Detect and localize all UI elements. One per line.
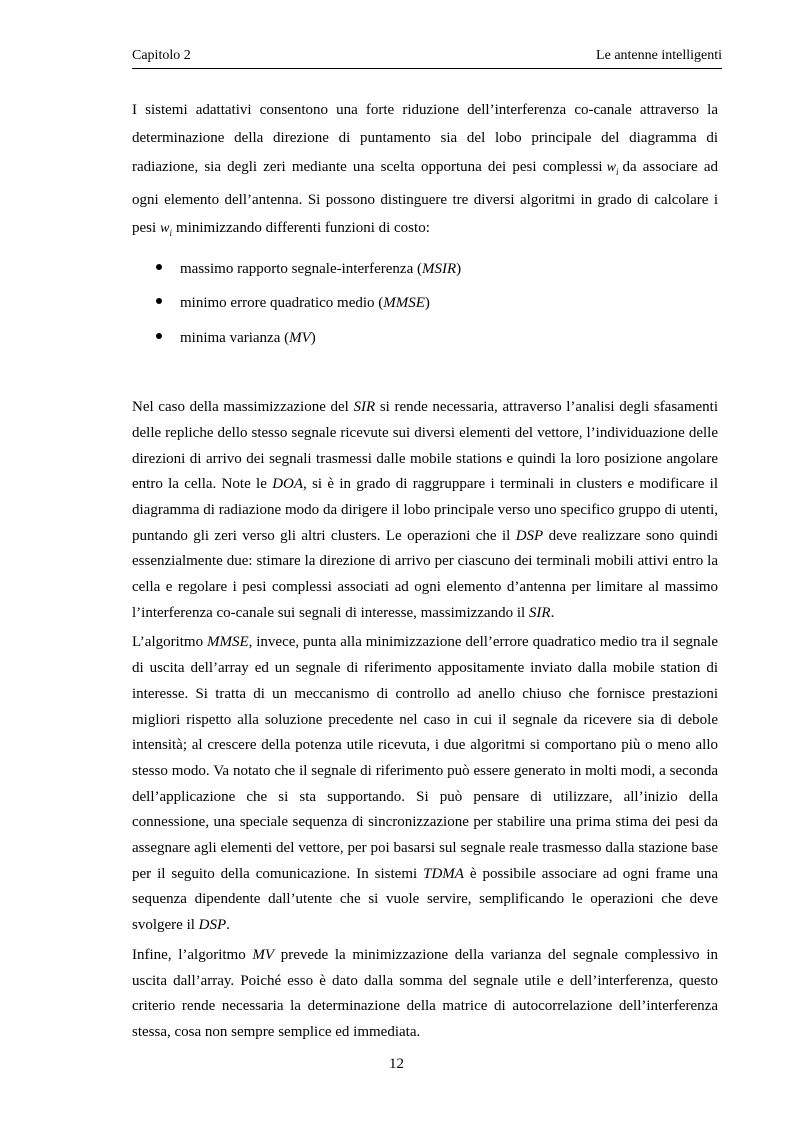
acronym: TDMA (423, 865, 464, 882)
intro-text-3: minimizzando differenti funzioni di costo: (176, 220, 430, 237)
text-run: è possibile associare ad ogni frame una sequenza dipendente dall’utente che si vuole servire, semplificando le operazioni che deve svolgere il (132, 865, 718, 934)
text-run: Nel caso della massimizzazione del (132, 399, 354, 416)
header-chapter: Capitolo 2 (132, 48, 191, 63)
mmse-paragraph (132, 630, 718, 938)
header-rule (132, 68, 722, 69)
bullet-icon (156, 264, 162, 270)
text-run: . (226, 917, 230, 934)
intro-paragraph (132, 96, 718, 248)
list-item-text: massimo rapporto segnale-interferenza ( (180, 260, 422, 277)
list-item-close: ) (424, 295, 430, 312)
weight-symbol-base: w (606, 159, 616, 175)
header-section-title: Le antenne intelligenti (596, 48, 722, 63)
mv-paragraph (132, 943, 718, 1046)
list-item-text: minimo errore quadratico medio ( (180, 295, 384, 312)
acronym: MV (252, 946, 275, 963)
acronym: DOA (272, 476, 304, 493)
page-body (132, 96, 718, 1046)
acronym: DSP (198, 917, 227, 934)
text-run: . (550, 604, 555, 621)
intro-text-1: I sistemi adattativi consentono una forte riduzione dell’interferenza co-canale attraverso la determinazione della direzione di puntamento sia del lobo principale del diagramma di radiazione, sia degli zeri mediante una scelta opportuna dei pesi complessi (132, 102, 718, 175)
list-item-text: minima varianza ( (180, 329, 290, 346)
text-run: , si è in grado di raggruppare i terminali in clusters e modificare il diagramma di radiazione modo da dirigere il lobo principale verso uno specifico gruppo di utenti, puntando gli zeri verso gli altri clusters. Le operazioni che il (132, 476, 719, 544)
text-run: , invece, punta alla minimizzazione dell’errore quadratico medio tra il segnale di uscita dell’array ed un segnale di riferimento appositamente inviato dalla mobile station di interesse. Si tratta di un meccanismo di controllo ad anello chiuso che fornisce prestazioni migliori rispetto alla soluzione precedente nel caso in cui il segnale da ricevere sia di debole intensità; al crescere della potenza utile ricevuta, i due algoritmi si comportano più o meno allo stesso modo. Va notato che il segnale di riferimento può essere generato in molti modi, a seconda dell’applicazione che si sta supportando. Si può pensare di utilizzare, all’inizio della connessione, una speciale sequenza di sincronizzazione per stabilire una prima stima dei pesi da assegnare agli elementi del vettore, per poi basarsi sul segnale reale trasmesso dalla stazione base per il seguito della comunicazione. In sistemi (132, 634, 718, 882)
list-item-close: ) (310, 329, 316, 346)
sir-paragraph (132, 395, 718, 626)
list-item (132, 286, 718, 321)
text-run: deve realizzare sono quindi essenzialmente due: stimare la direzione di arrivo per ciascuno dei terminali mobili attivi entro la cella e regolare i pesi complessi associati ad ogni elemento d’antenna per limitare al massimo l’interferenza co-canale sui segnali di interesse, massimizzando il (132, 527, 718, 621)
weight-symbol (607, 160, 619, 175)
list-item (132, 321, 718, 356)
spacer (132, 355, 718, 395)
algorithm-list (132, 252, 718, 356)
bullet-icon (156, 298, 162, 304)
weight-symbol-sub: i (615, 166, 619, 177)
page-header (132, 46, 722, 66)
bullet-icon (156, 333, 162, 339)
acronym: MMSE (206, 634, 249, 651)
list-item (132, 252, 718, 287)
acronym: SIR (353, 399, 376, 416)
page-number: 12 (389, 1056, 404, 1072)
weight-symbol-sub: i (169, 228, 173, 239)
text-run: Infine, l’algoritmo (132, 946, 253, 963)
acronym: DSP (515, 527, 544, 544)
text-run: L’algoritmo (132, 634, 207, 651)
list-item-abbr: MMSE (383, 295, 425, 312)
list-item-abbr: MSIR (421, 260, 457, 277)
intro-text-2: da associare ad ogni elemento dell’antenna. Si possono distinguere tre diversi algoritmi in grado di calcolare i pesi (132, 158, 718, 237)
weight-symbol-base: w (160, 221, 170, 237)
weight-symbol (160, 221, 173, 239)
acronym: SIR (528, 604, 551, 621)
text-run: prevede la minimizzazione della varianza del segnale complessivo in uscita dall’array. Poiché esso è dato dalla somma del segnale utile e dell’interferenza, questo criterio rende necessaria la determinazione della matrice di autocorrelazione dell’interferenza stessa, cosa non sempre semplice ed immediata. (132, 946, 718, 1040)
text-run: si rende necessaria, attraverso l’analisi degli sfasamenti delle repliche dello stesso segnale ricevute sui diversi elementi del vettore, l’individuazione delle direzioni di arrivo dei segnali trasmessi dalle mobile stations e quindi la loro posizione angolare entro la cella. Note le (132, 399, 718, 493)
list-item-abbr: MV (289, 329, 311, 346)
list-item-close: ) (456, 260, 462, 277)
